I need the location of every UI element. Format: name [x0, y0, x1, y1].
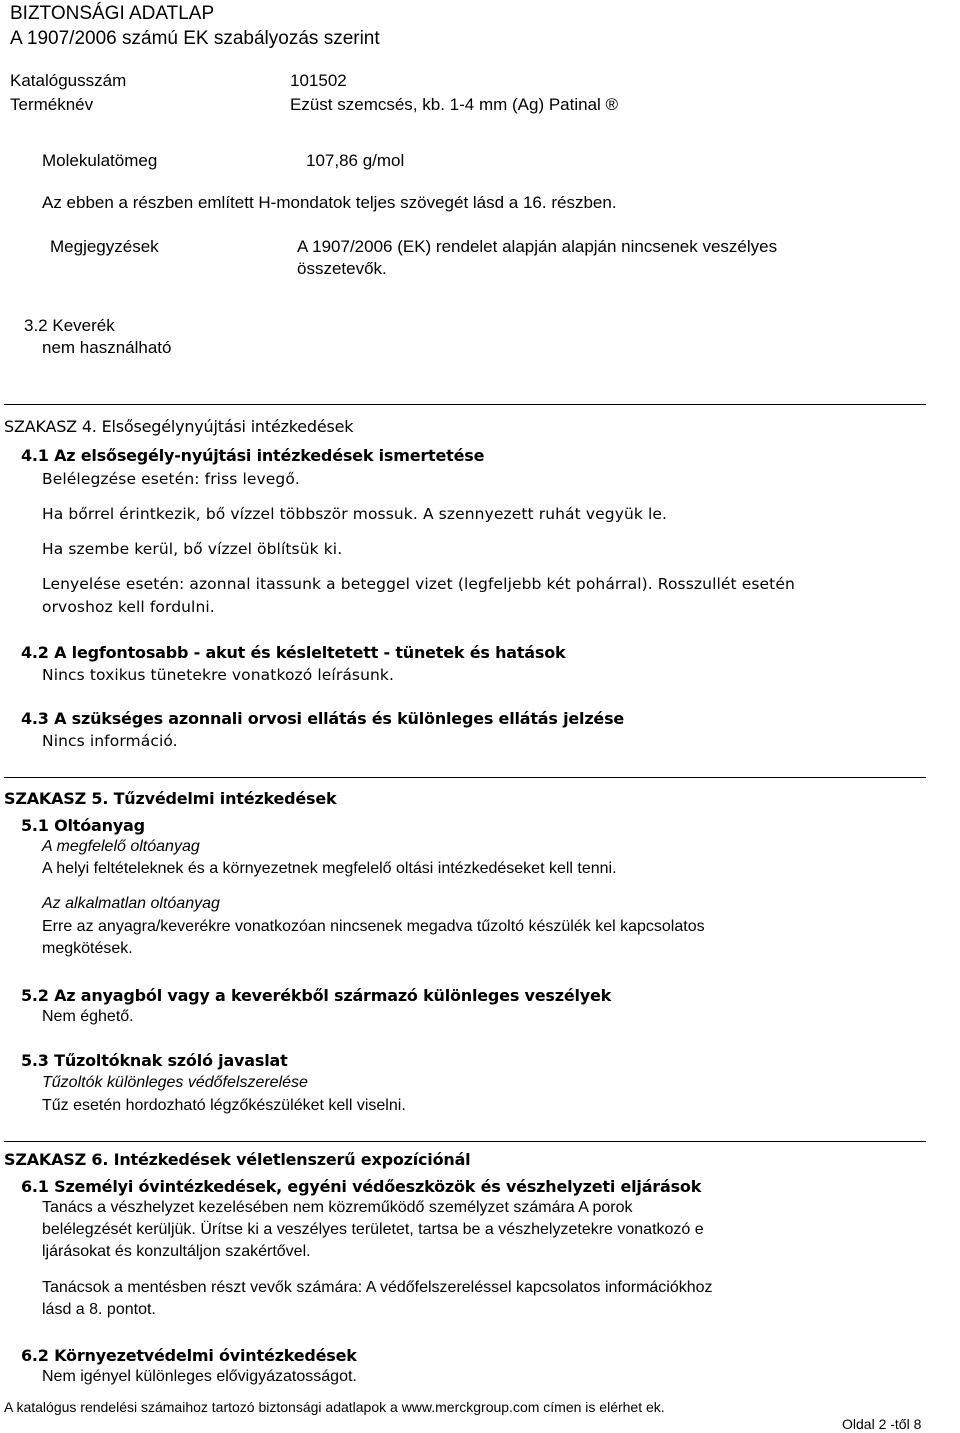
- inhalation-text: Belélegzése esetén: friss levegő.: [42, 470, 300, 488]
- product-value: Ezüst szemcsés, kb. 1-4 mm (Ag) Patinal ®: [290, 95, 619, 114]
- mixture-text: nem használható: [42, 338, 172, 357]
- unsuitable-media-text-line1: Erre az anyagra/keverékre vonatkozóan nincsenek megadva tűzoltó készülék kel kapcsolatos: [42, 918, 705, 935]
- subsection-4-2-heading: 4.2 A legfontosabb - akut és késleltetett - tünetek és hatások: [21, 643, 566, 662]
- ingestion-text-line1: Lenyelése esetén: azonnal itassunk a beteggel vizet (legfeljebb két pohárral). Rosszullét esetén: [42, 575, 795, 593]
- medical-attention-text: Nincs információ.: [42, 732, 178, 750]
- section-divider: [4, 1141, 926, 1142]
- responders-advice-line1: Tanácsok a mentésben részt vevők számára: A védőfelszereléssel kapcsolatos információkhoz: [42, 1279, 713, 1296]
- remarks-label: Megjegyzések: [50, 237, 159, 256]
- skin-contact-text: Ha bőrrel érintkezik, bő vízzel többször mossuk. A szennyezett ruhát vegyük le.: [42, 505, 668, 523]
- footer-note: A katalógus rendelési számaihoz tartozó biztonsági adatlapok a www.merckgroup.com címen is elérhet ek.: [4, 1399, 665, 1415]
- catalog-value: 101502: [290, 71, 347, 90]
- h-statements-note: Az ebben a részben említett H-mondatok teljes szövegét lásd a 16. részben.: [42, 193, 617, 212]
- mixture-heading: 3.2 Keverék: [24, 316, 115, 335]
- section-5-heading: SZAKASZ 5. Tűzvédelmi intézkedések: [4, 789, 337, 808]
- personal-precautions-line1: Tanács a vészhelyzet kezelésében nem közreműködő személyzet számára A porok: [42, 1199, 633, 1216]
- section-4-heading: SZAKASZ 4. Elsősegélynyújtási intézkedések: [4, 417, 354, 436]
- special-hazards-text: Nem éghető.: [42, 1008, 134, 1025]
- subsection-5-2-heading: 5.2 Az anyagból vagy a keverékből származó különleges veszélyek: [21, 986, 612, 1005]
- section-6-heading: SZAKASZ 6. Intézkedések véletlenszerű expozíciónál: [4, 1150, 471, 1169]
- molecular-weight-value: 107,86 g/mol: [306, 151, 405, 170]
- personal-precautions-line3: ljárásokat és konzultáljon szakértővel.: [42, 1243, 311, 1260]
- eye-contact-text: Ha szembe kerül, bő vízzel öblítsük ki.: [42, 540, 343, 558]
- firefighter-advice-text: Tűz esetén hordozható légzőkészüléket kell viselni.: [42, 1097, 406, 1114]
- unsuitable-media-subheading: Az alkalmatlan oltóanyag: [42, 895, 220, 912]
- suitable-media-subheading: A megfelelő oltóanyag: [42, 838, 200, 855]
- suitable-media-text: A helyi feltételeknek és a környezetnek megfelelő oltási intézkedéseket kell tenni.: [42, 860, 617, 877]
- subsection-5-1-heading: 5.1 Oltóanyag: [21, 816, 145, 835]
- unsuitable-media-text-line2: megkötések.: [42, 940, 133, 957]
- subsection-6-1-heading: 6.1 Személyi óvintézkedések, egyéni védőeszközök és vészhelyzeti eljárások: [21, 1177, 702, 1196]
- firefighter-equipment-subheading: Tűzoltók különleges védőfelszerelése: [42, 1074, 308, 1091]
- document-subtitle: A 1907/2006 számú EK szabályozás szerint: [10, 28, 380, 49]
- subsection-4-1-heading: 4.1 Az elsősegély-nyújtási intézkedések ismertetése: [21, 446, 485, 465]
- catalog-label: Katalógusszám: [10, 71, 127, 90]
- environmental-precautions-text: Nem igényel különleges elővigyázatosságot.: [42, 1368, 357, 1385]
- responders-advice-line2: lásd a 8. pontot.: [42, 1301, 156, 1318]
- product-label: Terméknév: [10, 95, 94, 114]
- subsection-5-3-heading: 5.3 Tűzoltóknak szóló javaslat: [21, 1051, 288, 1070]
- molecular-weight-label: Molekulatömeg: [42, 151, 158, 170]
- ingestion-text-line2: orvoshoz kell fordulni.: [42, 598, 215, 616]
- document-title: BIZTONSÁGI ADATLAP: [10, 3, 215, 24]
- personal-precautions-line2: belélegzését kerüljük. Ürítse ki a veszélyes területet, tartsa be a vészhelyzetekre vonatkozó e: [42, 1221, 704, 1238]
- section-divider: [4, 777, 926, 778]
- section-divider: [4, 404, 926, 405]
- subsection-4-3-heading: 4.3 A szükséges azonnali orvosi ellátás és különleges ellátás jelzése: [21, 709, 625, 728]
- subsection-6-2-heading: 6.2 Környezetvédelmi óvintézkedések: [21, 1346, 357, 1365]
- symptoms-text: Nincs toxikus tünetekre vonatkozó leírásunk.: [42, 666, 395, 684]
- remarks-text-line2: összetevők.: [297, 259, 387, 278]
- remarks-text-line1: A 1907/2006 (EK) rendelet alapján alapján nincsenek veszélyes: [297, 237, 778, 256]
- page-number: Oldal 2 -től 8: [842, 1416, 922, 1432]
